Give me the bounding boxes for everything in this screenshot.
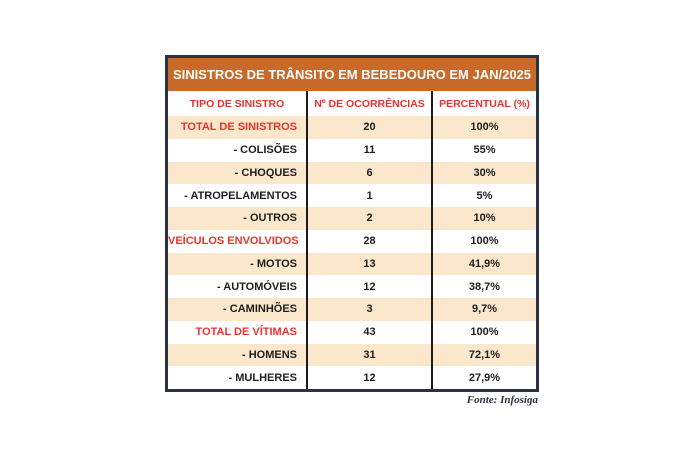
row-label: TOTAL DE SINISTROS — [168, 116, 307, 139]
row-label: - HOMENS — [168, 344, 307, 367]
row-label: - MOTOS — [168, 253, 307, 276]
row-percent-value: 100% — [432, 321, 536, 344]
row-percent-value: 10% — [432, 207, 536, 230]
row-occurrences-value: 2 — [307, 207, 432, 230]
row-occurrences-value: 6 — [307, 162, 432, 185]
table-row — [168, 116, 536, 139]
row-label: TOTAL DE VÍTIMAS — [168, 321, 307, 344]
table-row — [168, 298, 536, 321]
row-occurrences-value: 20 — [307, 116, 432, 139]
row-occurrences-value: 1 — [307, 184, 432, 207]
row-occurrences-value: 31 — [307, 344, 432, 367]
row-occurrences-value: 43 — [307, 321, 432, 344]
col-header-tipo-de-sinistro: TIPO DE SINISTRO — [168, 91, 307, 116]
row-percent-value: 5% — [432, 184, 536, 207]
row-percent-value: 55% — [432, 139, 536, 162]
table-row — [168, 366, 536, 389]
row-label: - ATROPELAMENTOS — [168, 184, 307, 207]
row-label: - COLISÕES — [168, 139, 307, 162]
row-percent-value: 9,7% — [432, 298, 536, 321]
row-occurrences-value: 28 — [307, 230, 432, 253]
col-header-percentual: PERCENTUAL (%) — [432, 91, 536, 116]
row-percent-value: 100% — [432, 230, 536, 253]
table-row — [168, 321, 536, 344]
source-credit: Fonte: Infosiga — [466, 394, 538, 406]
row-label: - AUTOMÓVEIS — [168, 275, 307, 298]
table-row — [168, 162, 536, 185]
table-row — [168, 207, 536, 230]
row-label: - MULHERES — [168, 366, 307, 389]
row-label: - OUTROS — [168, 207, 307, 230]
header-row — [168, 91, 536, 116]
table-row — [168, 230, 536, 253]
row-occurrences-value: 3 — [307, 298, 432, 321]
table-row — [168, 184, 536, 207]
row-occurrences-value: 13 — [307, 253, 432, 276]
table-row — [168, 139, 536, 162]
row-percent-value: 100% — [432, 116, 536, 139]
row-occurrences-value: 12 — [307, 275, 432, 298]
row-percent-value: 41,9% — [432, 253, 536, 276]
row-percent-value: 72,1% — [432, 344, 536, 367]
table-title: SINISTROS DE TRÂNSITO EM BEBEDOURO EM JAN/2025 — [168, 58, 536, 91]
row-label: VEÍCULOS ENVOLVIDOS — [168, 230, 307, 253]
row-label: - CAMINHÕES — [168, 298, 307, 321]
row-percent-value: 30% — [432, 162, 536, 185]
table-body — [168, 116, 536, 389]
row-label: - CHOQUES — [168, 162, 307, 185]
table-row — [168, 253, 536, 276]
table-row — [168, 344, 536, 367]
row-occurrences-value: 11 — [307, 139, 432, 162]
row-percent-value: 27,9% — [432, 366, 536, 389]
table-row — [168, 275, 536, 298]
row-percent-value: 38,7% — [432, 275, 536, 298]
sinistros-table — [165, 55, 539, 392]
row-occurrences-value: 12 — [307, 366, 432, 389]
data-table — [168, 91, 536, 389]
col-header-no-de-ocorrencias: Nº DE OCORRÊNCIAS — [307, 91, 432, 116]
